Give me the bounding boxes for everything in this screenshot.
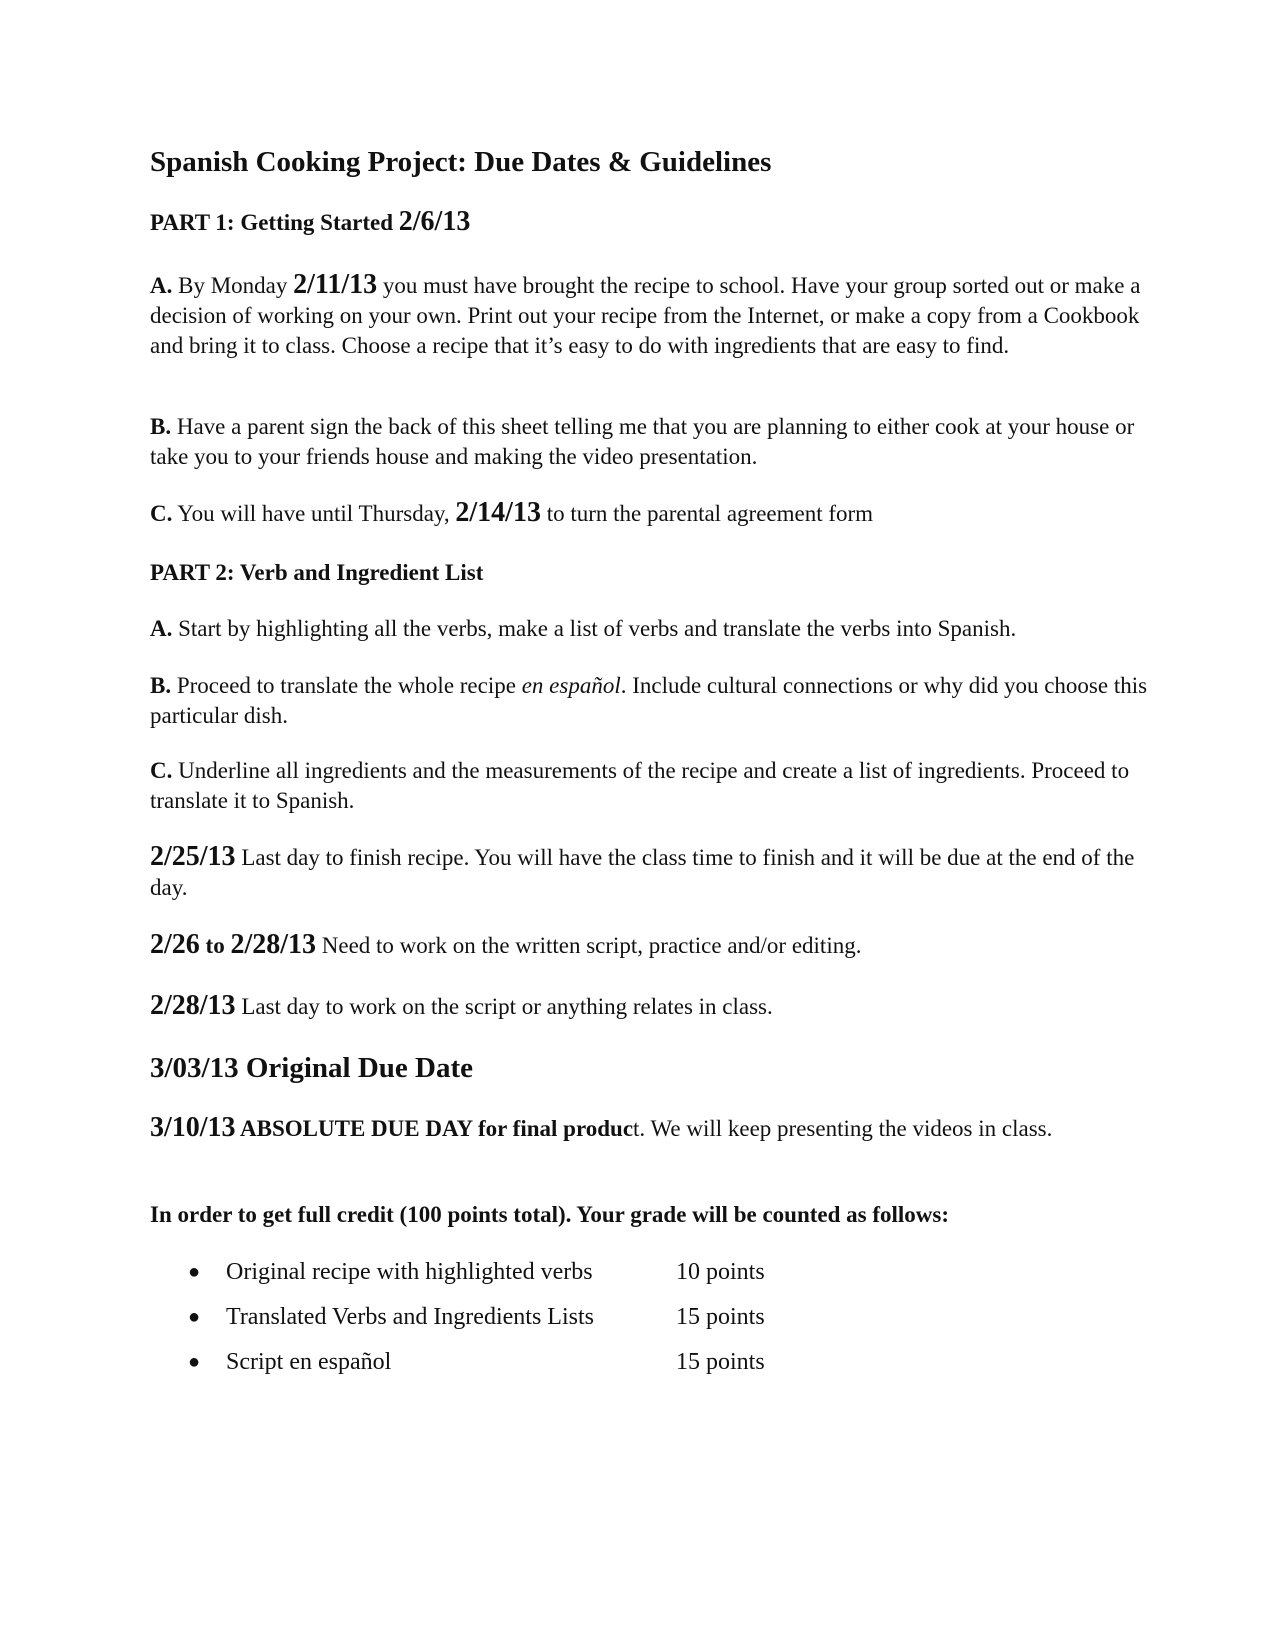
due-date: 2/14/13 [455,497,541,528]
item-label: A. [150,616,173,641]
date-range-to: to [199,933,231,958]
item-text: You will have until Thursday, [172,501,456,526]
item-text: By Monday [172,273,294,298]
item-text: Start by highlighting all the verbs, make a list of verbs and translate the verbs into Spanish. [172,616,1017,641]
part2-item-c [150,756,1150,816]
original-due-date: 3/03/13 Original Due Date [150,1052,474,1084]
part1-date: 2/6/13 [398,206,471,237]
item-text: Last day to work on the script or anything relates in class. [235,994,773,1019]
grade-item-points: 10 points [676,1259,765,1285]
grade-item-points: 15 points [676,1349,765,1375]
part1-item-a [150,270,1150,361]
list-item [188,1257,988,1302]
item-text: Underline all ingredients and the measurements of the recipe and create a list of ingredients. Proceed to translate it to Spanish. [150,758,1130,813]
grade-item-label: Script en español [226,1349,392,1375]
list-item [188,1302,988,1347]
due-date: 2/25/13 [150,841,236,872]
part1-item-b [150,412,1150,472]
item-label: C. [150,501,173,526]
grade-item-label: Original recipe with highlighted verbs [226,1259,593,1285]
due-date-end: 2/28/13 [230,929,317,960]
italic-phrase: en español [521,673,621,698]
item-label: B. [150,673,172,698]
item-text: Need to work on the written script, practice and/or editing. [316,933,862,958]
grade-item-points: 15 points [676,1304,765,1330]
item-text: Proceed to translate the whole recipe [171,673,522,698]
part1-item-c [150,498,1150,529]
item-text: Last day to finish recipe. You will have the class time to finish and it will be due at the end of the day. [150,845,1135,900]
due-date-start: 2/26 [150,929,200,960]
due-date: 3/10/13 [150,1112,236,1143]
page-title: Spanish Cooking Project: Due Dates & Guidelines [150,146,772,178]
grading-intro: In order to get full credit (100 points total). Your grade will be counted as follows: [150,1202,950,1227]
part2-item-a [150,614,1150,644]
bullet-icon: ● [188,1261,201,1283]
list-item [188,1347,988,1392]
due-date: 2/11/13 [293,269,378,300]
schedule-item-recipe [150,842,1150,903]
part1-heading [150,207,1150,238]
due-date: 2/28/13 [150,990,236,1021]
part2-heading: PART 2: Verb and Ingredient List [150,560,484,585]
schedule-item-script [150,930,1150,961]
item-text: t. We will keep presenting the videos in class. [633,1116,1053,1141]
absolute-due-label: ABSOLUTE DUE DAY for final produc [235,1116,634,1141]
item-label: C. [150,758,173,783]
item-label: B. [150,414,172,439]
item-label: A. [150,273,173,298]
part1-heading-text: PART 1: Getting Started [150,210,399,235]
item-text: Have a parent sign the back of this sheet telling me that you are planning to either cook at your house or take you to your friends house and making the video presentation. [150,414,1135,469]
grading-list [188,1257,988,1392]
part2-item-b [150,671,1150,731]
item-text: you must have brought the recipe to school. Have your group sorted out or make a decision of working on your own. Print out your recipe from the Internet, or make a copy from a Cookbook and bring it to class. Choose a recipe that it’s easy to do with ingredients that are easy to find. [150,273,1141,358]
item-text: . Include cultural connections or why did you choose this particular dish. [150,673,1148,728]
grade-item-label: Translated Verbs and Ingredients Lists [226,1304,594,1330]
item-text: to turn the parental agreement form [540,501,874,526]
bullet-icon: ● [188,1351,201,1373]
schedule-item-absolute-due [150,1113,1150,1144]
bullet-icon: ● [188,1306,201,1328]
schedule-item-last-day [150,991,1150,1022]
